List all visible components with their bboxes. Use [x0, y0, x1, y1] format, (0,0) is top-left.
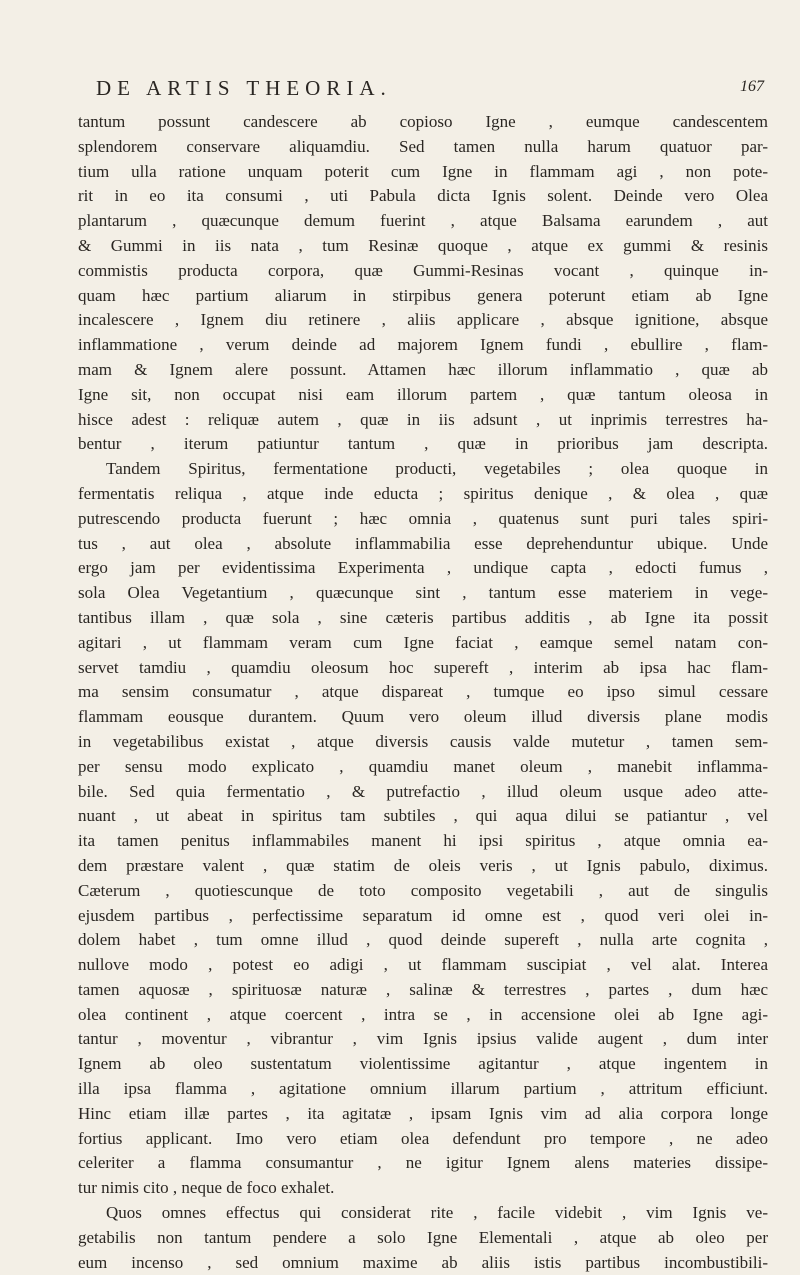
text-line: olea continent , atque coercent , intra se , in accensione olei ab Igne agi- [78, 1004, 768, 1024]
text-line: tamen aquosæ , spirituosæ naturæ , salinæ & terrestres , partes , dum hæc [78, 979, 768, 999]
text-line: getabilis non tantum pendere a solo Igne Elementali , atque ab oleo per [78, 1227, 768, 1247]
text-line: Quos omnes effectus qui considerat rite , facile videbit , vim Ignis ve- [106, 1203, 768, 1223]
text-line: hisce adest : reliquæ autem , quæ in iis adsunt , ut inprimis terrestres ha- [78, 409, 768, 429]
text-line: bentur , iterum patiuntur tantum , quæ in prioribus jam descripta. [78, 434, 768, 454]
text-line: Igne sit, non occupat nisi eam illorum partem , quæ tantum oleosa in [78, 384, 768, 404]
text-line: quam hæc partium aliarum in stirpibus genera poterunt etiam ab Igne [78, 285, 768, 305]
text-line: celeriter a flamma consumantur , ne igitur Ignem alens materies dissipe- [78, 1153, 768, 1173]
text-line: servet tamdiu , quamdiu oleosum hoc supereft , interim ab ipsa hac flam- [78, 657, 768, 677]
text-line: fortius applicant. Imo vero etiam olea defendunt pro tempore , ne adeo [78, 1128, 768, 1148]
text-line: putrescendo producta fuerunt ; hæc omnia , quatenus sunt puri tales spiri- [78, 508, 768, 528]
text-line: ita tamen penitus inflammabiles manent hi ipsi spiritus , atque omnia ea- [78, 831, 768, 851]
text-line: tus , aut olea , absolute inflammabilia esse deprehenduntur ubique. Unde [78, 533, 768, 553]
text-line: nuant , ut abeat in spiritus tam subtiles , qui aqua dilui se patiantur , vel [78, 806, 768, 826]
text-line: tantur , moventur , vibrantur , vim Ignis ipsius valide augent , dum inter [78, 1029, 768, 1049]
text-line: illa ipsa flamma , agitatione omnium illarum partium , attritum efficiunt. [78, 1079, 768, 1099]
text-line: plantarum , quæcunque demum fuerint , atque Balsama earundem , aut [78, 211, 768, 231]
text-line: in vegetabilibus existat , atque diversis causis valde mutetur , tamen sem- [78, 731, 768, 751]
text-line: tur nimis cito , neque de foco exhalet. [78, 1178, 335, 1198]
text-line: mam & Ignem alere possunt. Attamen hæc illorum inflammatio , quæ ab [78, 359, 768, 379]
body-text [78, 110, 768, 1275]
text-line: ergo jam per evidentissima Experimenta , undique capta , edocti fumus , [78, 558, 768, 578]
text-line: incalescere , Ignem diu retinere , aliis applicare , absque ignitione, absque [78, 310, 768, 330]
text-line: nullove modo , potest eo adigi , ut flammam suscipiat , vel alat. Interea [78, 955, 768, 975]
text-line: agitari , ut flammam veram cum Igne faciat , eamque semel natam con- [78, 632, 768, 652]
text-line: splendorem conservare aliquamdiu. Sed tamen nulla harum quatuor par- [78, 136, 768, 156]
text-line: dolem habet , tum omne illud , quod deinde supereft , nulla arte cognita , [78, 930, 768, 950]
text-line: tium ulla ratione unquam poterit cum Igne in flammam agi , non pote- [78, 161, 768, 181]
text-line: & Gummi in iis nata , tum Resinæ quoque , atque ex gummi & resinis [78, 235, 768, 255]
text-line: per sensu modo explicato , quamdiu manet oleum , manebit inflamma- [78, 756, 768, 776]
text-line: rit in eo ita consumi , uti Pabula dicta Ignis solent. Deinde vero Olea [78, 186, 768, 206]
text-line: tantibus illam , quæ sola , sine cæteris partibus additis , ab Igne ita possit [78, 607, 768, 627]
text-line: eum incenso , sed omnium maxime ab aliis istis partibus incombustibili- [78, 1252, 768, 1272]
running-title: DE ARTIS THEORIA. [96, 76, 392, 100]
text-line: dem præstare valent , quæ statim de oleis veris , ut Ignis pabulo, diximus. [78, 855, 768, 875]
text-line: fermentatis reliqua , atque inde educta ; spiritus denique , & olea , quæ [78, 483, 768, 503]
text-line: inflammatione , verum deinde ad majorem Ignem fundi , ebullire , flam- [78, 335, 768, 355]
text-line: tantum possunt candescere ab copioso Igne , eumque candescentem [78, 112, 768, 131]
text-line: Tandem Spiritus, fermentatione producti, vegetabiles ; olea quoque in [106, 459, 768, 479]
text-line: Cæterum , quotiescunque de toto composito vegetabili , aut de singulis [78, 880, 768, 900]
text-line: Ignem ab oleo sustentatum violentissime agitantur , atque ingentem in [78, 1054, 768, 1074]
text-line: bile. Sed quia fermentatio , & putrefactio , illud oleum usque adeo atte- [78, 781, 768, 801]
text-line: sola Olea Vegetantium , quæcunque sint , tantum esse materiem in vege- [78, 583, 768, 603]
page-header [96, 76, 764, 106]
text-line: commistis producta corpora, quæ Gummi-Resinas vocant , quinque in- [78, 260, 768, 280]
text-line: Hinc etiam illæ partes , ita agitatæ , ipsam Ignis vim ad alia corpora longe [78, 1103, 768, 1123]
text-line: flammam eousque durantem. Quum vero oleum illud diversis plane modis [78, 707, 768, 727]
text-line: ejusdem partibus , perfectissime separatum id omne est , quod veri olei in- [78, 905, 768, 925]
text-line: ma sensim consumatur , atque dispareat , tumque eo ipso simul cessare [78, 682, 768, 702]
page-number: 167 [740, 78, 764, 95]
